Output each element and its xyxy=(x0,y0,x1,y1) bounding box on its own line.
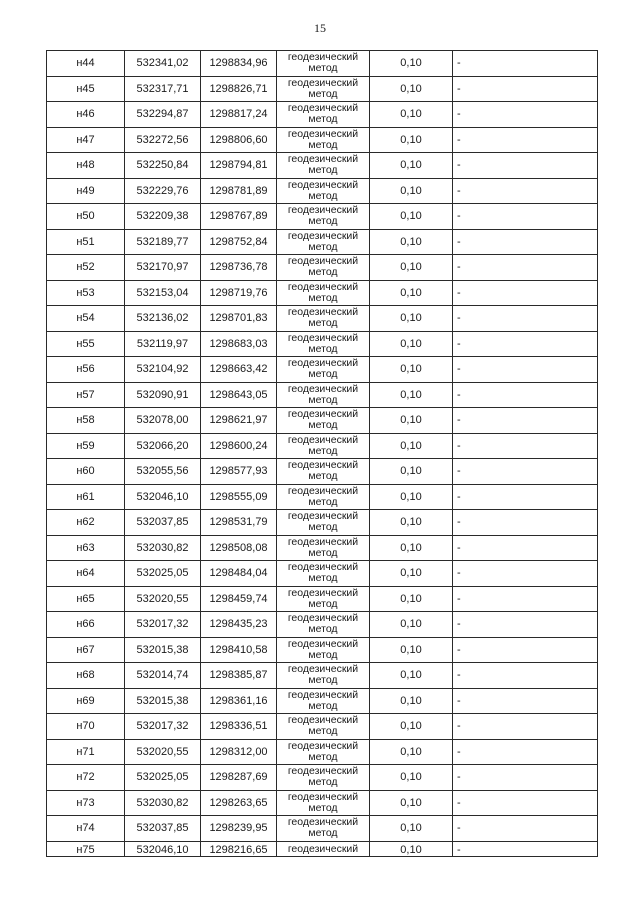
y-coordinate-cell: 1298410,58 xyxy=(201,637,277,663)
y-coordinate-cell: 1298621,97 xyxy=(201,408,277,434)
method-cell: геодезический метод xyxy=(277,51,370,77)
description-cell: - xyxy=(453,663,598,689)
y-coordinate-cell: 1298385,87 xyxy=(201,663,277,689)
description-cell: - xyxy=(453,586,598,612)
description-cell: - xyxy=(453,561,598,587)
x-coordinate-cell: 532030,82 xyxy=(125,790,201,816)
method-cell: геодезический метод xyxy=(277,357,370,383)
accuracy-cell: 0,10 xyxy=(370,484,453,510)
y-coordinate-cell: 1298736,78 xyxy=(201,255,277,281)
accuracy-cell: 0,10 xyxy=(370,841,453,856)
table-row xyxy=(47,153,598,179)
table-row xyxy=(47,535,598,561)
method-cell: геодезический метод xyxy=(277,484,370,510)
table-row xyxy=(47,790,598,816)
table-row xyxy=(47,331,598,357)
x-coordinate-cell: 532014,74 xyxy=(125,663,201,689)
accuracy-cell: 0,10 xyxy=(370,790,453,816)
y-coordinate-cell: 1298577,93 xyxy=(201,459,277,485)
description-cell: - xyxy=(453,51,598,77)
y-coordinate-cell: 1298508,08 xyxy=(201,535,277,561)
table-row xyxy=(47,510,598,536)
description-cell: - xyxy=(453,331,598,357)
table-row xyxy=(47,663,598,689)
method-cell: геодезический метод xyxy=(277,102,370,128)
accuracy-cell: 0,10 xyxy=(370,408,453,434)
x-coordinate-cell: 532046,10 xyxy=(125,484,201,510)
x-coordinate-cell: 532272,56 xyxy=(125,127,201,153)
y-coordinate-cell: 1298336,51 xyxy=(201,714,277,740)
x-coordinate-cell: 532294,87 xyxy=(125,102,201,128)
y-coordinate-cell: 1298794,81 xyxy=(201,153,277,179)
x-coordinate-cell: 532020,55 xyxy=(125,586,201,612)
x-coordinate-cell: 532037,85 xyxy=(125,510,201,536)
x-coordinate-cell: 532104,92 xyxy=(125,357,201,383)
accuracy-cell: 0,10 xyxy=(370,178,453,204)
accuracy-cell: 0,10 xyxy=(370,663,453,689)
method-cell: геодезический метод xyxy=(277,663,370,689)
method-cell: геодезический метод xyxy=(277,637,370,663)
accuracy-cell: 0,10 xyxy=(370,510,453,536)
y-coordinate-cell: 1298834,96 xyxy=(201,51,277,77)
y-coordinate-cell: 1298263,65 xyxy=(201,790,277,816)
point-name-cell: н53 xyxy=(47,280,125,306)
description-cell: - xyxy=(453,204,598,230)
description-cell: - xyxy=(453,841,598,856)
y-coordinate-cell: 1298752,84 xyxy=(201,229,277,255)
description-cell: - xyxy=(453,765,598,791)
accuracy-cell: 0,10 xyxy=(370,255,453,281)
x-coordinate-cell: 532153,04 xyxy=(125,280,201,306)
method-cell: геодезический метод xyxy=(277,433,370,459)
accuracy-cell: 0,10 xyxy=(370,459,453,485)
method-cell: геодезический метод xyxy=(277,280,370,306)
accuracy-cell: 0,10 xyxy=(370,561,453,587)
method-cell: геодезический метод xyxy=(277,714,370,740)
accuracy-cell: 0,10 xyxy=(370,229,453,255)
method-cell: геодезический xyxy=(277,841,370,856)
method-cell: геодезический метод xyxy=(277,331,370,357)
table-row xyxy=(47,306,598,332)
point-name-cell: н52 xyxy=(47,255,125,281)
method-cell: геодезический метод xyxy=(277,561,370,587)
x-coordinate-cell: 532119,97 xyxy=(125,331,201,357)
method-cell: геодезический метод xyxy=(277,586,370,612)
accuracy-cell: 0,10 xyxy=(370,331,453,357)
table-row xyxy=(47,586,598,612)
y-coordinate-cell: 1298531,79 xyxy=(201,510,277,536)
page-number: 15 xyxy=(314,21,326,35)
point-name-cell: н67 xyxy=(47,637,125,663)
point-name-cell: н74 xyxy=(47,816,125,842)
accuracy-cell: 0,10 xyxy=(370,816,453,842)
point-name-cell: н55 xyxy=(47,331,125,357)
x-coordinate-cell: 532317,71 xyxy=(125,76,201,102)
x-coordinate-cell: 532055,56 xyxy=(125,459,201,485)
table-row xyxy=(47,178,598,204)
accuracy-cell: 0,10 xyxy=(370,535,453,561)
point-name-cell: н70 xyxy=(47,714,125,740)
accuracy-cell: 0,10 xyxy=(370,714,453,740)
table-row xyxy=(47,459,598,485)
description-cell: - xyxy=(453,433,598,459)
method-cell: геодезический метод xyxy=(277,739,370,765)
x-coordinate-cell: 532229,76 xyxy=(125,178,201,204)
accuracy-cell: 0,10 xyxy=(370,357,453,383)
description-cell: - xyxy=(453,816,598,842)
point-name-cell: н51 xyxy=(47,229,125,255)
point-name-cell: н59 xyxy=(47,433,125,459)
method-cell: геодезический метод xyxy=(277,765,370,791)
point-name-cell: н58 xyxy=(47,408,125,434)
point-name-cell: н75 xyxy=(47,841,125,856)
x-coordinate-cell: 532209,38 xyxy=(125,204,201,230)
y-coordinate-cell: 1298600,24 xyxy=(201,433,277,459)
method-cell: геодезический метод xyxy=(277,612,370,638)
table-row xyxy=(47,433,598,459)
point-name-cell: н54 xyxy=(47,306,125,332)
y-coordinate-cell: 1298683,03 xyxy=(201,331,277,357)
y-coordinate-cell: 1298555,09 xyxy=(201,484,277,510)
x-coordinate-cell: 532015,38 xyxy=(125,637,201,663)
x-coordinate-cell: 532046,10 xyxy=(125,841,201,856)
x-coordinate-cell: 532017,32 xyxy=(125,612,201,638)
description-cell: - xyxy=(453,102,598,128)
point-name-cell: н65 xyxy=(47,586,125,612)
method-cell: геодезический метод xyxy=(277,127,370,153)
accuracy-cell: 0,10 xyxy=(370,51,453,77)
table-row xyxy=(47,637,598,663)
description-cell: - xyxy=(453,459,598,485)
coordinates-table-body xyxy=(47,51,598,857)
y-coordinate-cell: 1298817,24 xyxy=(201,102,277,128)
x-coordinate-cell: 532025,05 xyxy=(125,561,201,587)
y-coordinate-cell: 1298361,16 xyxy=(201,688,277,714)
point-name-cell: н45 xyxy=(47,76,125,102)
y-coordinate-cell: 1298435,23 xyxy=(201,612,277,638)
description-cell: - xyxy=(453,153,598,179)
method-cell: геодезический метод xyxy=(277,816,370,842)
table-row xyxy=(47,765,598,791)
table-row xyxy=(47,688,598,714)
x-coordinate-cell: 532078,00 xyxy=(125,408,201,434)
method-cell: геодезический метод xyxy=(277,790,370,816)
method-cell: геодезический метод xyxy=(277,306,370,332)
point-name-cell: н49 xyxy=(47,178,125,204)
table-row xyxy=(47,255,598,281)
x-coordinate-cell: 532341,02 xyxy=(125,51,201,77)
point-name-cell: н61 xyxy=(47,484,125,510)
accuracy-cell: 0,10 xyxy=(370,586,453,612)
method-cell: геодезический метод xyxy=(277,535,370,561)
y-coordinate-cell: 1298701,83 xyxy=(201,306,277,332)
y-coordinate-cell: 1298663,42 xyxy=(201,357,277,383)
accuracy-cell: 0,10 xyxy=(370,153,453,179)
x-coordinate-cell: 532020,55 xyxy=(125,739,201,765)
description-cell: - xyxy=(453,255,598,281)
point-name-cell: н73 xyxy=(47,790,125,816)
accuracy-cell: 0,10 xyxy=(370,76,453,102)
x-coordinate-cell: 532025,05 xyxy=(125,765,201,791)
description-cell: - xyxy=(453,306,598,332)
table-row xyxy=(47,382,598,408)
table-row xyxy=(47,102,598,128)
description-cell: - xyxy=(453,637,598,663)
coordinates-table xyxy=(46,50,598,857)
accuracy-cell: 0,10 xyxy=(370,637,453,663)
method-cell: геодезический метод xyxy=(277,204,370,230)
description-cell: - xyxy=(453,408,598,434)
table-row xyxy=(47,714,598,740)
point-name-cell: н57 xyxy=(47,382,125,408)
table-row xyxy=(47,612,598,638)
accuracy-cell: 0,10 xyxy=(370,280,453,306)
description-cell: - xyxy=(453,714,598,740)
y-coordinate-cell: 1298781,89 xyxy=(201,178,277,204)
description-cell: - xyxy=(453,688,598,714)
method-cell: геодезический метод xyxy=(277,153,370,179)
table-row xyxy=(47,280,598,306)
y-coordinate-cell: 1298239,95 xyxy=(201,816,277,842)
y-coordinate-cell: 1298287,69 xyxy=(201,765,277,791)
table-row xyxy=(47,51,598,77)
x-coordinate-cell: 532030,82 xyxy=(125,535,201,561)
accuracy-cell: 0,10 xyxy=(370,204,453,230)
y-coordinate-cell: 1298312,00 xyxy=(201,739,277,765)
x-coordinate-cell: 532136,02 xyxy=(125,306,201,332)
point-name-cell: н60 xyxy=(47,459,125,485)
accuracy-cell: 0,10 xyxy=(370,306,453,332)
accuracy-cell: 0,10 xyxy=(370,127,453,153)
point-name-cell: н71 xyxy=(47,739,125,765)
x-coordinate-cell: 532066,20 xyxy=(125,433,201,459)
method-cell: геодезический метод xyxy=(277,408,370,434)
point-name-cell: н50 xyxy=(47,204,125,230)
method-cell: геодезический метод xyxy=(277,178,370,204)
method-cell: геодезический метод xyxy=(277,255,370,281)
table-row xyxy=(47,841,598,856)
point-name-cell: н72 xyxy=(47,765,125,791)
y-coordinate-cell: 1298806,60 xyxy=(201,127,277,153)
description-cell: - xyxy=(453,612,598,638)
description-cell: - xyxy=(453,510,598,536)
table-row xyxy=(47,561,598,587)
table-row xyxy=(47,484,598,510)
accuracy-cell: 0,10 xyxy=(370,765,453,791)
description-cell: - xyxy=(453,229,598,255)
description-cell: - xyxy=(453,178,598,204)
description-cell: - xyxy=(453,76,598,102)
description-cell: - xyxy=(453,280,598,306)
y-coordinate-cell: 1298216,65 xyxy=(201,841,277,856)
table-row xyxy=(47,357,598,383)
y-coordinate-cell: 1298459,74 xyxy=(201,586,277,612)
point-name-cell: н68 xyxy=(47,663,125,689)
accuracy-cell: 0,10 xyxy=(370,102,453,128)
method-cell: геодезический метод xyxy=(277,688,370,714)
accuracy-cell: 0,10 xyxy=(370,382,453,408)
description-cell: - xyxy=(453,357,598,383)
accuracy-cell: 0,10 xyxy=(370,739,453,765)
y-coordinate-cell: 1298826,71 xyxy=(201,76,277,102)
table-row xyxy=(47,229,598,255)
point-name-cell: н47 xyxy=(47,127,125,153)
method-cell: геодезический метод xyxy=(277,382,370,408)
point-name-cell: н62 xyxy=(47,510,125,536)
point-name-cell: н48 xyxy=(47,153,125,179)
accuracy-cell: 0,10 xyxy=(370,433,453,459)
y-coordinate-cell: 1298643,05 xyxy=(201,382,277,408)
method-cell: геодезический метод xyxy=(277,459,370,485)
method-cell: геодезический метод xyxy=(277,76,370,102)
accuracy-cell: 0,10 xyxy=(370,688,453,714)
description-cell: - xyxy=(453,535,598,561)
x-coordinate-cell: 532189,77 xyxy=(125,229,201,255)
point-name-cell: н56 xyxy=(47,357,125,383)
x-coordinate-cell: 532250,84 xyxy=(125,153,201,179)
point-name-cell: н64 xyxy=(47,561,125,587)
description-cell: - xyxy=(453,382,598,408)
y-coordinate-cell: 1298484,04 xyxy=(201,561,277,587)
table-row xyxy=(47,76,598,102)
x-coordinate-cell: 532017,32 xyxy=(125,714,201,740)
point-name-cell: н66 xyxy=(47,612,125,638)
x-coordinate-cell: 532170,97 xyxy=(125,255,201,281)
point-name-cell: н69 xyxy=(47,688,125,714)
table-row xyxy=(47,408,598,434)
y-coordinate-cell: 1298719,76 xyxy=(201,280,277,306)
x-coordinate-cell: 532090,91 xyxy=(125,382,201,408)
table-row xyxy=(47,739,598,765)
table-row xyxy=(47,816,598,842)
description-cell: - xyxy=(453,127,598,153)
method-cell: геодезический метод xyxy=(277,229,370,255)
point-name-cell: н46 xyxy=(47,102,125,128)
accuracy-cell: 0,10 xyxy=(370,612,453,638)
point-name-cell: н44 xyxy=(47,51,125,77)
description-cell: - xyxy=(453,739,598,765)
table-row xyxy=(47,204,598,230)
description-cell: - xyxy=(453,484,598,510)
x-coordinate-cell: 532037,85 xyxy=(125,816,201,842)
table-row xyxy=(47,127,598,153)
y-coordinate-cell: 1298767,89 xyxy=(201,204,277,230)
point-name-cell: н63 xyxy=(47,535,125,561)
method-cell: геодезический метод xyxy=(277,510,370,536)
x-coordinate-cell: 532015,38 xyxy=(125,688,201,714)
description-cell: - xyxy=(453,790,598,816)
